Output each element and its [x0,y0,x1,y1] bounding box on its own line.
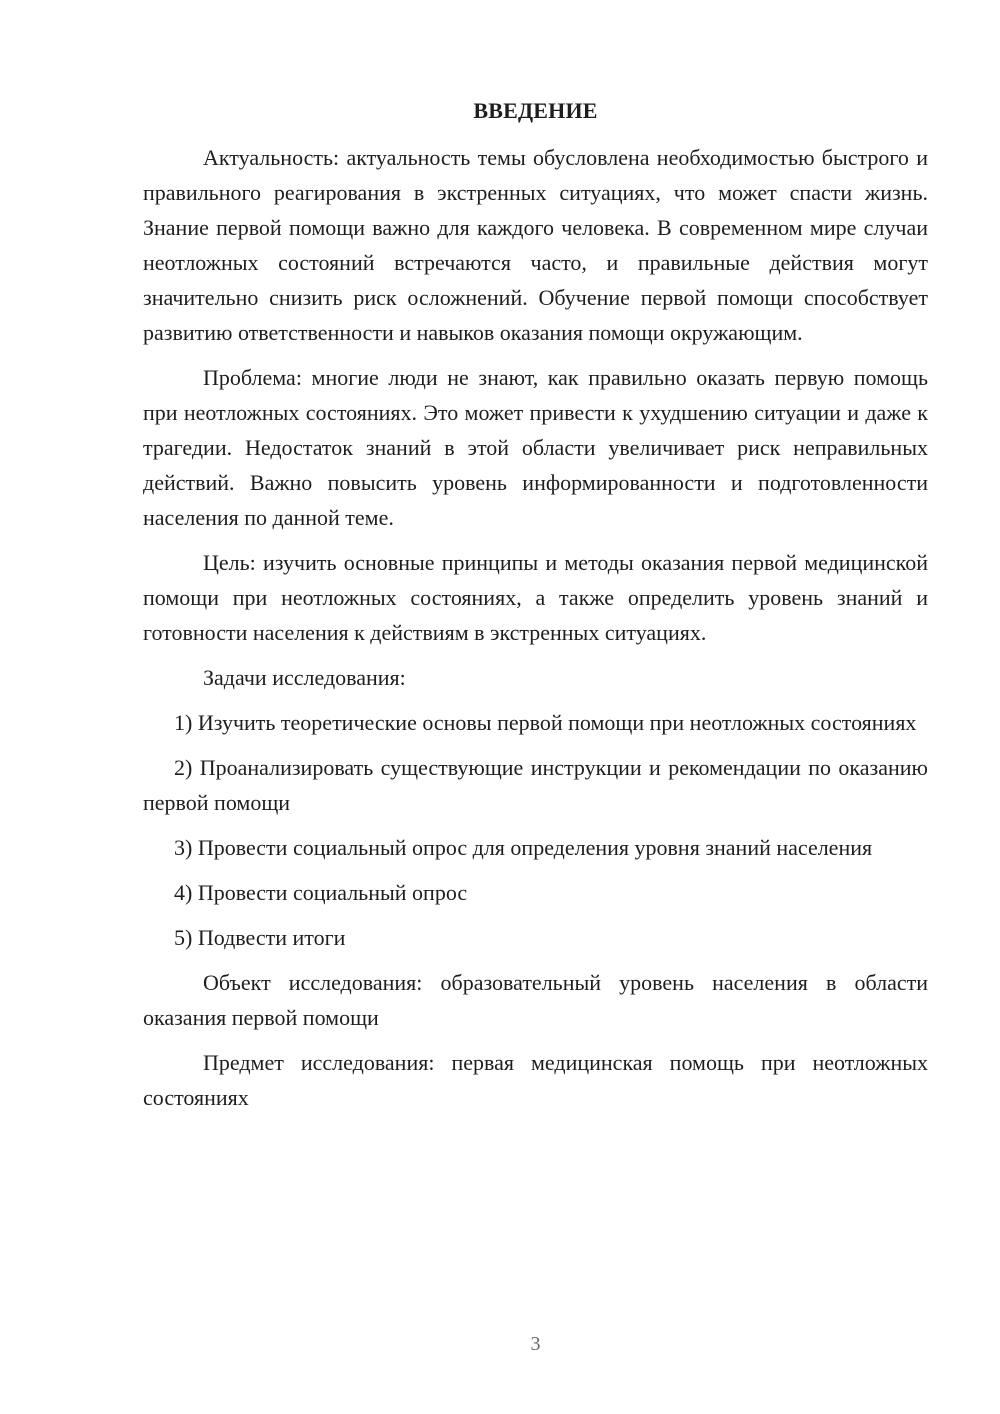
relevance-paragraph: Актуальность: актуальность темы обусловлена необходимостью быстрого и правильного реагирования в экстренных ситуациях, что может спасти жизнь. Знание первой помощи важно для каждого человека. В современном мире случаи неотложных состояний встречаются часто, и правильные действия могут значительно снизить риск осложнений. Обучение первой помощи способствует развитию ответственности и навыков оказания помощи окружающим. [143,145,928,345]
page-title: ВВЕДЕНИЕ [473,98,598,123]
tasks-list [143,705,928,955]
problem-paragraph: Проблема: многие люди не знают, как правильно оказать первую помощь при неотложных состояниях. Это может привести к ухудшению ситуации и даже к трагедии. Недостаток знаний в этой области увеличивает риск неправильных действий. Важно повысить уровень информированности и подготовленности населения по данной теме. [143,365,928,530]
goal-paragraph: Цель: изучить основные принципы и методы оказания первой медицинской помощи при неотложных состояниях, а также определить уровень знаний и готовности населения к действиям в экстренных ситуациях. [143,550,928,645]
list-item: 4) Провести социальный опрос [174,880,468,905]
subject-paragraph: Предмет исследования: первая медицинская помощь при неотложных состояниях [143,1050,928,1110]
list-item: 2) Проанализировать существующие инструкции и рекомендации по оказанию первой помощи [143,755,928,815]
tasks-heading: Задачи исследования: [203,665,406,690]
object-paragraph: Объект исследования: образовательный уровень населения в области оказания первой помощи [143,970,928,1030]
document-page [143,93,928,1125]
list-item: 3) Провести социальный опрос для определения уровня знаний населения [174,835,873,860]
list-item: 1) Изучить теоретические основы первой помощи при неотложных состояниях [174,710,917,735]
page-number: 3 [530,1333,541,1355]
list-item: 5) Подвести итоги [174,925,346,950]
